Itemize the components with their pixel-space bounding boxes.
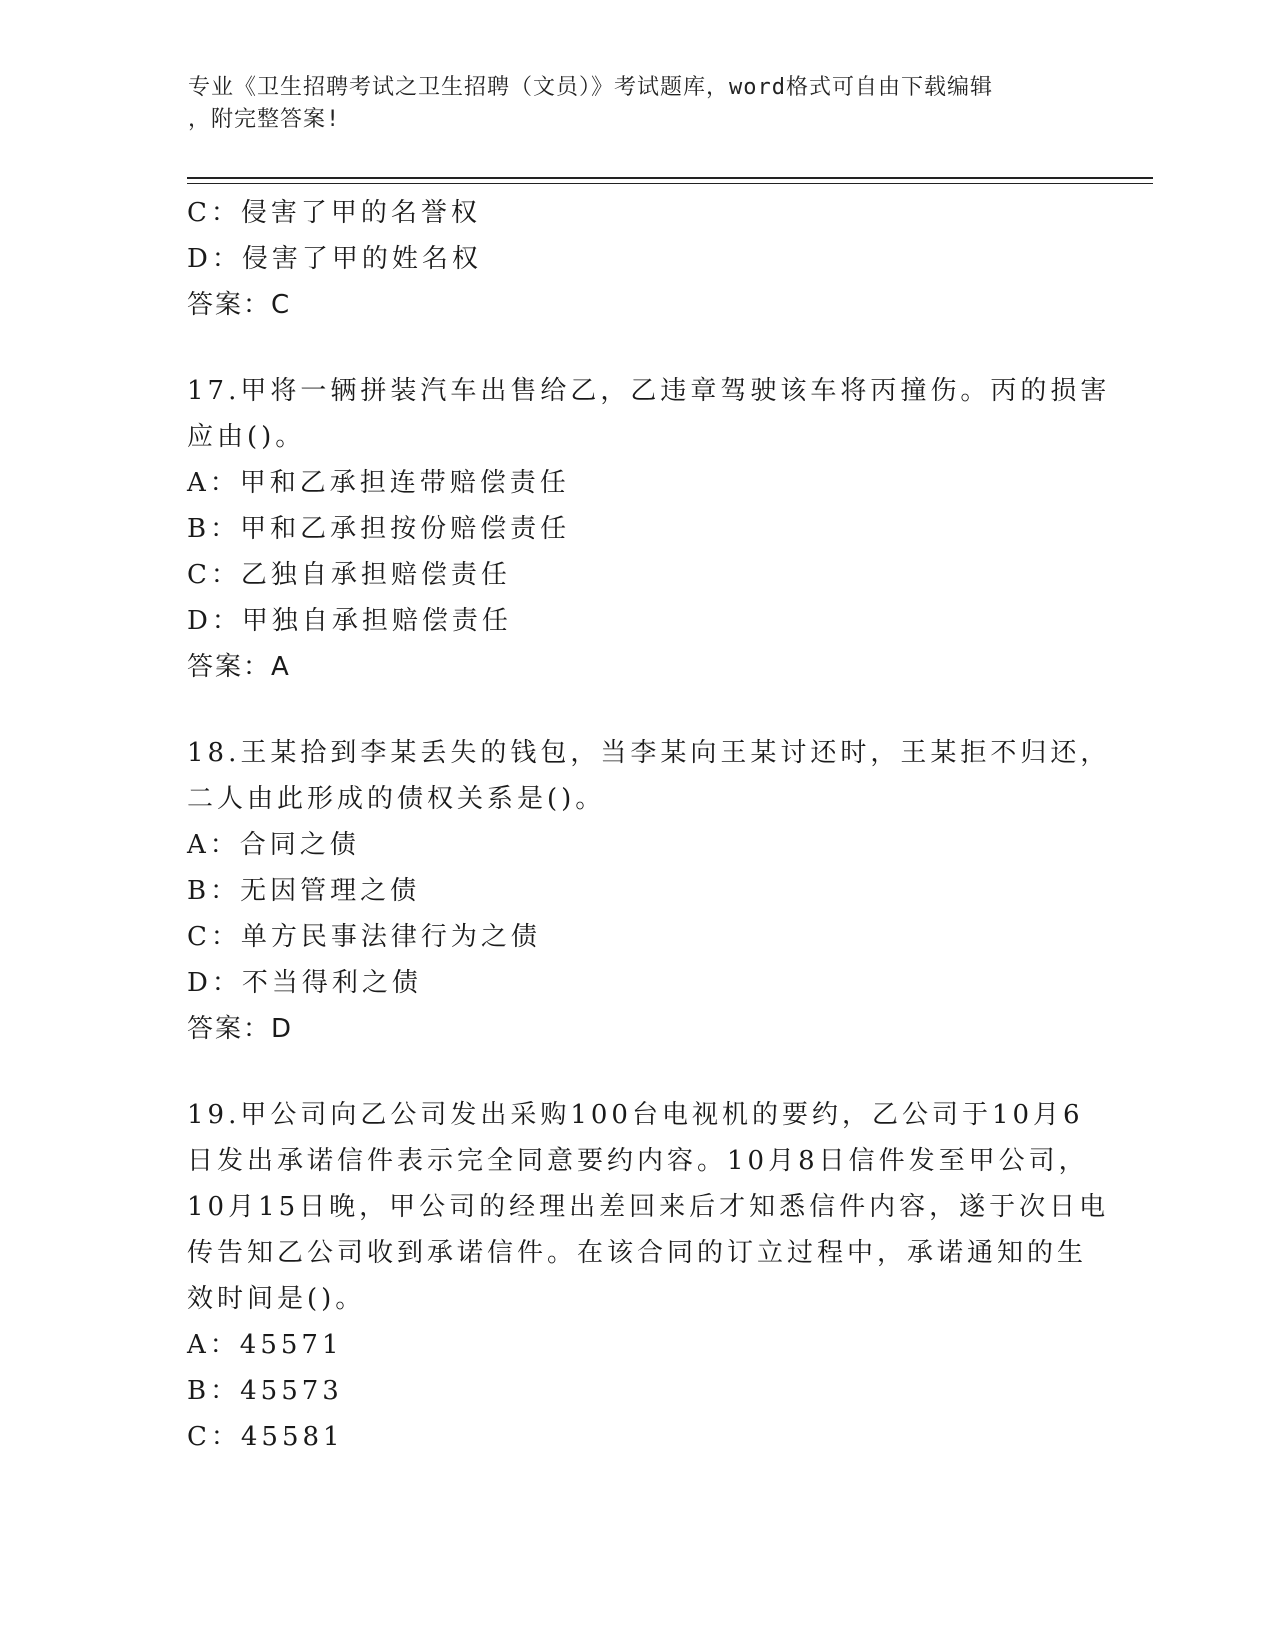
option-b: B：无因管理之债 [187, 876, 421, 906]
header-divider-thin [187, 183, 1153, 184]
question-19 [187, 1092, 1110, 1460]
question-text-line: 应由()。 [187, 422, 306, 452]
question-text-line: 17.甲将一辆拼装汽车出售给乙，乙违章驾驶该车将丙撞伤。丙的损害 [187, 376, 1111, 406]
option-b: B：45573 [187, 1376, 343, 1406]
option-a: A：45571 [187, 1330, 343, 1360]
question-text-line: 二人由此形成的债权关系是()。 [187, 784, 606, 814]
option-a: A：合同之债 [187, 830, 360, 860]
option-b: B：甲和乙承担按份赔偿责任 [187, 514, 571, 544]
header-line-1: 专业《卫生招聘考试之卫生招聘（文员）》考试题库，word格式可自由下载编辑 [188, 75, 993, 100]
question-text-line: 效时间是()。 [187, 1284, 366, 1314]
question-18 [187, 730, 1111, 1052]
header-line-2: ，附完整答案! [188, 107, 341, 132]
option-d: D：不当得利之债 [187, 968, 422, 998]
answer: 答案：D [187, 1014, 294, 1044]
answer: 答案：C [187, 290, 292, 320]
page-header [188, 72, 1088, 136]
option-c: C：45581 [187, 1422, 344, 1452]
answer: 答案：A [187, 652, 291, 682]
option-d: D：侵害了甲的姓名权 [187, 244, 482, 274]
question-text-line: 传告知乙公司收到承诺信件。在该合同的订立过程中，承诺通知的生 [187, 1238, 1088, 1268]
option-c: C：单方民事法律行为之债 [187, 922, 541, 952]
option-a: A：甲和乙承担连带赔偿责任 [187, 468, 570, 498]
option-c: C：侵害了甲的名誉权 [187, 198, 481, 228]
option-c: C：乙独自承担赔偿责任 [187, 560, 511, 590]
question-17 [187, 368, 1111, 690]
question-text-line: 10月15日晚，甲公司的经理出差回来后才知悉信件内容，遂于次日电 [187, 1192, 1110, 1222]
question-text-line: 18.王某拾到李某丢失的钱包，当李某向王某讨还时，王某拒不归还， [187, 738, 1111, 768]
question-list [187, 190, 1111, 1460]
question-16-tail [187, 190, 1087, 328]
question-text-line: 19.甲公司向乙公司发出采购100台电视机的要约，乙公司于10月6 [187, 1100, 1084, 1130]
header-divider-thick [187, 177, 1153, 179]
option-d: D：甲独自承担赔偿责任 [187, 606, 512, 636]
question-text-line: 日发出承诺信件表示完全同意要约内容。10月8日信件发至甲公司， [187, 1146, 1089, 1176]
